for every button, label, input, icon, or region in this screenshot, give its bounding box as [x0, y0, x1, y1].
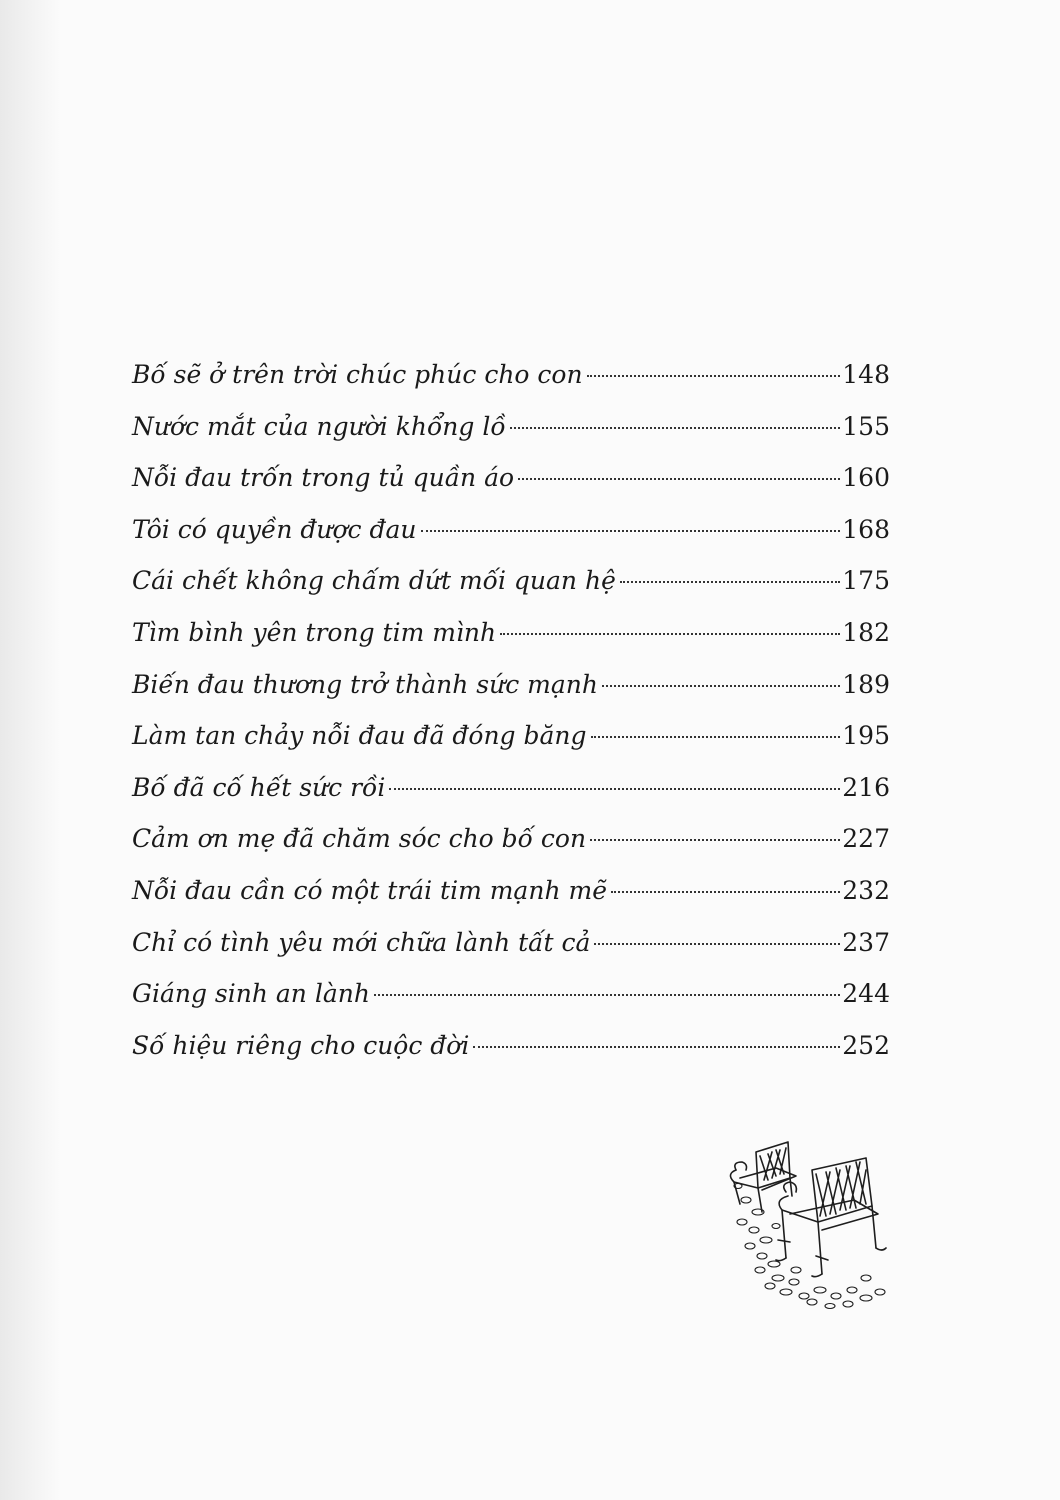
toc-entry	[132, 813, 890, 865]
toc-entry-page: 216	[842, 772, 890, 802]
toc-entry	[132, 607, 890, 659]
toc-entry-page: 237	[842, 927, 890, 957]
toc-entry-title: Chỉ có tình yêu mới chữa lành tất cả	[132, 927, 591, 957]
toc-leader-dots	[587, 375, 841, 377]
toc-leader-dots	[602, 685, 840, 687]
toc-entry-title: Nước mắt của người khổng lồ	[132, 411, 506, 441]
toc-entry-page: 168	[842, 514, 890, 544]
toc-entry-page: 252	[842, 1030, 890, 1060]
toc-leader-dots	[611, 891, 840, 893]
toc-entry	[132, 555, 890, 607]
toc-entry	[132, 401, 890, 453]
toc-entry-title: Số hiệu riêng cho cuộc đời	[132, 1030, 470, 1060]
toc-leader-dots	[500, 633, 840, 635]
toc-entry-title: Tôi có quyền được đau	[132, 514, 417, 544]
toc-entry-page: 155	[842, 411, 890, 441]
toc-leader-dots	[518, 478, 840, 480]
toc-leader-dots	[594, 943, 840, 945]
toc-entry	[132, 762, 890, 814]
toc-entry-page: 182	[842, 617, 890, 647]
toc-leader-dots	[620, 581, 840, 583]
toc-leader-dots	[374, 994, 840, 996]
toc-entry-page: 175	[842, 566, 890, 596]
toc-leader-dots	[389, 788, 840, 790]
toc-entry-title: Bố sẽ ở trên trời chúc phúc cho con	[132, 360, 583, 389]
toc-entry-page: 160	[842, 463, 890, 493]
toc-entry-page: 195	[842, 721, 890, 751]
toc-entry	[132, 710, 890, 762]
toc-entry-title: Tìm bình yên trong tim mình	[132, 617, 497, 647]
toc-entry-title: Cảm ơn mẹ đã chăm sóc cho bố con	[132, 824, 587, 854]
toc-entry-title: Cái chết không chấm dứt mối quan hệ	[132, 566, 616, 596]
toc-entry-page: 189	[842, 669, 890, 699]
toc-entry	[132, 452, 890, 504]
park-benches-illustration	[716, 1130, 894, 1310]
toc-entry-title: Nỗi đau trốn trong tủ quần áo	[132, 463, 515, 493]
toc-entry	[132, 504, 890, 556]
toc-entry-page: 232	[842, 875, 890, 905]
toc-leader-dots	[590, 839, 840, 841]
toc-entry-title: Biến đau thương trở thành sức mạnh	[132, 669, 598, 699]
toc-entry	[132, 659, 890, 711]
toc-leader-dots	[591, 736, 841, 738]
toc-entry	[132, 917, 890, 969]
toc-entry	[132, 865, 890, 917]
toc-entry	[132, 968, 890, 1020]
toc-entry-title: Làm tan chảy nỗi đau đã đóng băng	[132, 721, 587, 751]
toc-entry-page: 244	[842, 979, 890, 1009]
toc-entry-page: 227	[842, 824, 890, 854]
page-edge-shadow	[0, 0, 60, 1500]
toc-leader-dots	[510, 427, 841, 429]
toc-entry-page: 148	[842, 360, 890, 389]
toc-entry	[132, 349, 890, 401]
toc-entry-title: Nỗi đau cần có một trái tim mạnh mẽ	[132, 875, 607, 905]
toc-entry-title: Bố đã cố hết sức rồi	[132, 772, 386, 802]
toc-leader-dots	[421, 530, 841, 532]
toc-leader-dots	[473, 1046, 840, 1048]
toc-entry-title: Giáng sinh an lành	[132, 979, 370, 1009]
table-of-contents	[132, 349, 890, 1071]
toc-entry	[132, 1020, 890, 1072]
